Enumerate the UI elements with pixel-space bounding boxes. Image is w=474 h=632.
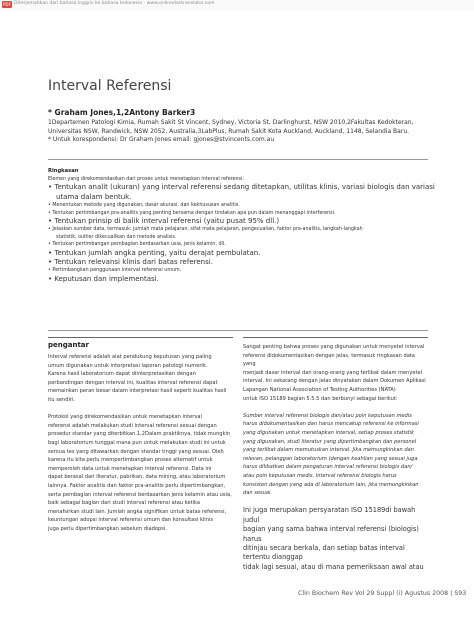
summary-item: Elemen yang direkomendasikan dari proses untuk menetapkan interval referensi:: [48, 177, 245, 182]
paragraph-line: bagi laboratorium tunggal mana pun untuk melakukan studi ini untuk: [48, 439, 226, 446]
paragraph-line: Protokol yang direkomendasikan untuk menetapkan interval: [48, 414, 202, 421]
paragraph-line: untuk ISO 15189 bagian 5.5.5 dan berbunyi sebagai berikut:: [243, 395, 398, 402]
paragraph-line: prosedur standar yang diterbitkan.1,2Dalam praktiknya, tidak mungkin: [48, 431, 231, 438]
summary-bottom-rule: [48, 330, 428, 331]
paragraph-line: dan sesuai.: [243, 490, 273, 497]
summary-item: • Tentukan relevansi klinis dari batas referensi.: [48, 258, 213, 267]
paragraph-line: ditinjau secara berkala, dan setiap batas interval tertentu dianggap: [243, 543, 405, 562]
paragraph-line: yang digunakan untuk menetapkan interval, setiap proses statistik: [243, 429, 415, 436]
pdf-icon: PDF: [3, 2, 11, 7]
affiliation-line: Universitas NSW, Randwick, NSW 2052, Australia,3LabPlus, Rumah Sakit Kota Auckland, Auckland, 1148, Selandia Baru.: [48, 127, 410, 135]
paragraph-line: lainnya. Faktor analitis dan faktor pra-analitis perlu dipertimbangkan,: [48, 482, 226, 489]
summary-item: • Tentukan pertimbangan pembagian berdasarkan usia, jenis kelamin, dll.: [48, 242, 226, 248]
article-title: Interval Referensi: [48, 78, 172, 94]
paragraph-line: konsisten dengan yang ada di laboratorium lain, jika memungkinkan: [243, 481, 419, 488]
summary-heading: Ringkasan: [48, 168, 79, 174]
paragraph-line: menjadi dasar interval dan orang-orang yang terlibat dalam menyetel: [243, 369, 423, 376]
right-column: [243, 343, 428, 572]
paragraph-line: dapat berasal dari literatur, pabrikan, data mining, atau laboratorium: [48, 474, 226, 481]
paragraph-line: umum digunakan untuk interpretasi laporan patologi numerik.: [48, 362, 208, 369]
summary-list: [48, 176, 435, 284]
paragraph-line: atau poin keputusan medis. Interval referensi biologis harus: [243, 472, 397, 479]
summary-top-rule: [48, 159, 428, 160]
paragraph-line: relevan, pelanggan laboratorium (dengan keahlian yang sesuai juga: [243, 455, 418, 462]
summary-item: • Pertimbangkan penggunaan interval referensi umum.: [48, 268, 182, 274]
paragraph-line: Interval referensi adalah alat pendukung keputusan yang paling: [48, 354, 212, 360]
author-list: * Graham Jones,1,2Antony Barker3: [48, 108, 196, 117]
paragraph-gap: [243, 403, 428, 412]
paragraph-line: memainkan peran besar dalam interpretasi hasil seperti kualitas hasil: [48, 388, 227, 395]
paragraph-line: keuntungan adopsi interval referensi umum dan konsultasi klinis: [48, 517, 214, 524]
paragraph-line: itu sendiri.: [48, 396, 76, 403]
paragraph-line: yang terlibat dalam memutuskan interval. Jika memungkinkan dan: [243, 447, 414, 454]
paragraph-line: Sumber interval referensi biologis dan/atau poin keputusan medis: [243, 412, 412, 419]
paragraph-line: Ini juga merupakan persyaratan ISO 15189di bawah judul: [243, 506, 416, 524]
translator-toolbar: [0, 0, 474, 10]
paragraph-line: referensi didokumentasikan dengan jelas, termasuk ringkasan data yang: [243, 352, 415, 368]
left-column: [48, 353, 233, 533]
summary-item: • Jelaskan sumber data, termasuk: jumlah mata pelajaran, sifat mata pelajaran, pengecualian, faktor pra-analitis, langkah-langkah: [48, 227, 363, 233]
section-rule-right: [243, 337, 428, 338]
paragraph-line: perbandingan dengan interval ini, kualitas interval referensi dapat: [48, 379, 218, 386]
paragraph-line: harus dilibatkan dalam pengaturan interval referensi biologis dan/: [243, 464, 413, 471]
paragraph-line: semua tes yang ditawarkan dengan standar tinggi yang sesuai. Oleh: [48, 448, 224, 455]
paragraph-line: serta pembagian interval referensi berdasarkan jenis kelamin atau usia,: [48, 491, 232, 498]
summary-item: • Menentukan metode yang digunakan, dasar akurasi, dan kekhususan analitis.: [48, 203, 240, 209]
paragraph-gap: [48, 405, 233, 414]
summary-item: statistik, outlier dikecualikan dan metode analisis.: [56, 234, 177, 240]
paragraph-line: referensi adalah melakukan studi interval referensi sesuai dengan: [48, 422, 217, 429]
section-rule-left: [48, 337, 233, 338]
paragraph-line: tidak lagi sesuai, atau di mana pemeriksaan awal atau: [243, 562, 424, 571]
section-heading: pengantar: [48, 341, 89, 349]
paragraph-line: bagian yang sama bahwa interval referensi (biologis) harus: [243, 525, 419, 543]
paragraph-line: Sangat penting bahwa proses yang digunakan untuk menyetel interval: [243, 344, 425, 350]
summary-item: • Keputusan dan implementasi.: [48, 274, 159, 283]
paragraph-line: menafsirkan studi lain. Jumlah angka signifikan untuk batas referensi,: [48, 508, 227, 515]
paragraph-line: juga perlu dipertimbangkan sebelum diadopsi.: [48, 525, 167, 532]
summary-item: • Tentukan analit (ukuran) yang interval referensi sedang ditetapkan, utilitas klinis, variasi biologis dan variasi: [48, 183, 435, 192]
paragraph-line: baik sebagai bagian dari studi interval referensi atau ketika: [48, 500, 200, 507]
paragraph-line: karena itu kita perlu mempertimbangkan proses alternatif untuk: [48, 457, 213, 464]
paragraph-line: interval. Ini sekarang dengan jelas dinyatakan dalam Dokumen Aplikasi: [243, 378, 426, 385]
affiliation-line: 1Departemen Patologi Kimia, Rumah Sakit St Vincent, Sydney, Victoria St, Darlinghurst, NSW 2010,2Fakultas Kedokteran,: [48, 119, 414, 126]
page-footer: Clin Biochem Rev Vol 29 Suppl (i) Agustus 2008 | S93: [298, 590, 467, 597]
paragraph-line: Karena hasil laboratorium dapat diinterpretasikan dengan: [48, 371, 196, 378]
paragraph-line: yang digunakan, studi literatur yang dipertimbangkan dan personel: [243, 438, 417, 445]
summary-item: utama dalam bentuk.: [56, 192, 132, 201]
paragraph-line: harus didokumentasikan dan harus mencakup referensi ke informasi: [243, 421, 419, 428]
paragraph-line: memperoleh data untuk menetapkan interval referensi. Data ini: [48, 465, 212, 472]
paragraph-line: Lapangan National Association of Testing Authorities (NATA): [243, 386, 396, 393]
correspondence-line: * Untuk korespondensi: Dr Graham Jones email: gjones@stvincents.com.au: [48, 136, 275, 143]
affiliations: [48, 119, 438, 145]
summary-item: • Tentukan pertimbangan pra-analitis yang penting bersama dengan tindakan apa pun dalam menanggapi interferensi.: [48, 210, 336, 216]
paragraph-gap: [243, 498, 428, 507]
translator-notice[interactable]: Diterjemahkan dari bahasa Inggris ke bahasa Indonesia - www.onlinedoctranslator.com: [14, 1, 215, 6]
summary-item: • Tentukan jumlah angka penting, yaitu derajat pembulatan.: [48, 248, 261, 257]
summary-item: • Tentukan prinsip di balik interval referensi (yaitu pusat 95% dll.): [48, 217, 280, 226]
